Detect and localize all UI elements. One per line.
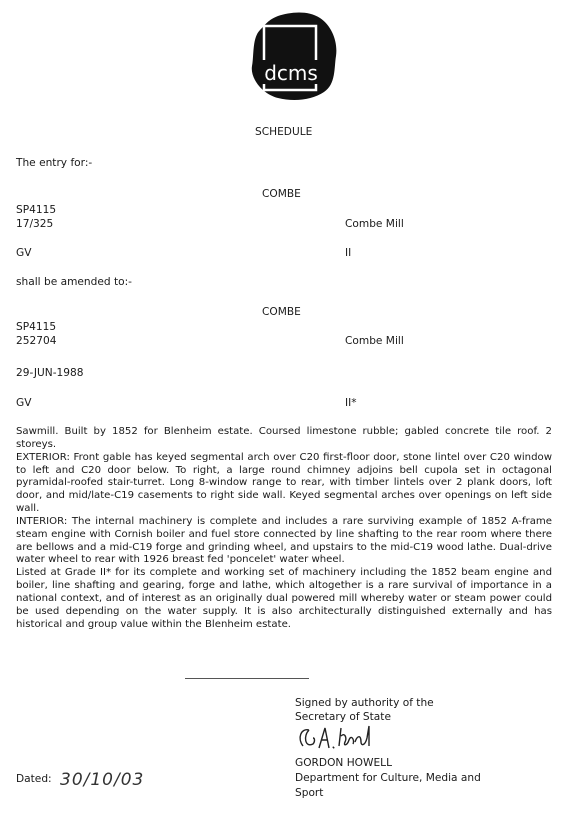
original-building-name: Combe Mill — [345, 218, 404, 230]
amended-label: shall be amended to:- — [16, 276, 132, 288]
department-line-1: Department for Culture, Media and — [295, 772, 481, 784]
divider — [185, 678, 309, 679]
signed-by-line-2: Secretary of State — [295, 711, 391, 723]
description-interior: INTERIOR: The internal machinery is complete and includes a rare surviving example of 1852 A-frame steam engine with Cornish boiler and fuel store connected by line shafting to the rear room where there are bellows and a mid-C19 forge and grinding wheel, and upstairs to the mid-C19 wood lathe. Dual-drive water wheel to rear with 1926 breast fed 'poncelet' water wheel. — [16, 515, 552, 566]
original-grid-ref: SP4115 — [16, 204, 57, 216]
listing-description — [16, 426, 552, 632]
original-parish: COMBE — [262, 188, 301, 200]
signed-by-line-1: Signed by authority of the — [295, 697, 434, 709]
original-list-number: 17/325 — [16, 218, 54, 230]
amended-status: GV — [16, 397, 32, 409]
svg-text:dcms: dcms — [264, 61, 318, 85]
signatory-name: GORDON HOWELL — [295, 757, 392, 769]
description-reason: Listed at Grade II* for its complete and working set of machinery including the 1852 beam engine and boiler, line shafting and gearing, forge and lathe, which altogether is a rare survival of importance in a national context, and of interest as an originally dual powered mill whereby water or steam power could be used depending on the water supply. It is also architecturally distinguished externally and has historical and group value within the Blenheim estate. — [16, 567, 552, 630]
original-grade: II — [345, 247, 352, 259]
handwritten-signature — [295, 716, 385, 760]
dated-label: Dated: — [16, 773, 52, 785]
amended-building-name: Combe Mill — [345, 335, 404, 347]
description-summary: Sawmill. Built by 1852 for Blenheim estate. Coursed limestone rubble; gabled concrete tile roof. 2 storeys. — [16, 426, 552, 450]
svg-text:30/10/03: 30/10/03 — [60, 770, 145, 790]
original-status: GV — [16, 247, 32, 259]
amended-grid-ref: SP4115 — [16, 321, 57, 333]
amended-list-number: 252704 — [16, 335, 57, 347]
description-exterior: EXTERIOR: Front gable has keyed segmental arch over C20 first-floor door, stone lintel over C20 window to left and C20 door below. To right, a large round chimney adjoins bell cupola set in octagonal pyramidal-roofed stair-turret. Long 8-window range to rear, with timber lintels over 2 plank doors, loft door, and mid/late-C19 casements to right side wall. Keyed segmental arches over openings on left side wall. — [16, 451, 552, 515]
department-line-2: Sport — [295, 787, 324, 799]
entry-for-label: The entry for:- — [16, 157, 93, 169]
handwritten-date — [58, 764, 145, 792]
amended-date: 29-JUN-1988 — [16, 367, 84, 379]
schedule-heading: SCHEDULE — [255, 126, 313, 138]
amended-grade: II* — [345, 397, 357, 409]
dcms-logo — [238, 8, 344, 104]
amended-parish: COMBE — [262, 306, 301, 318]
